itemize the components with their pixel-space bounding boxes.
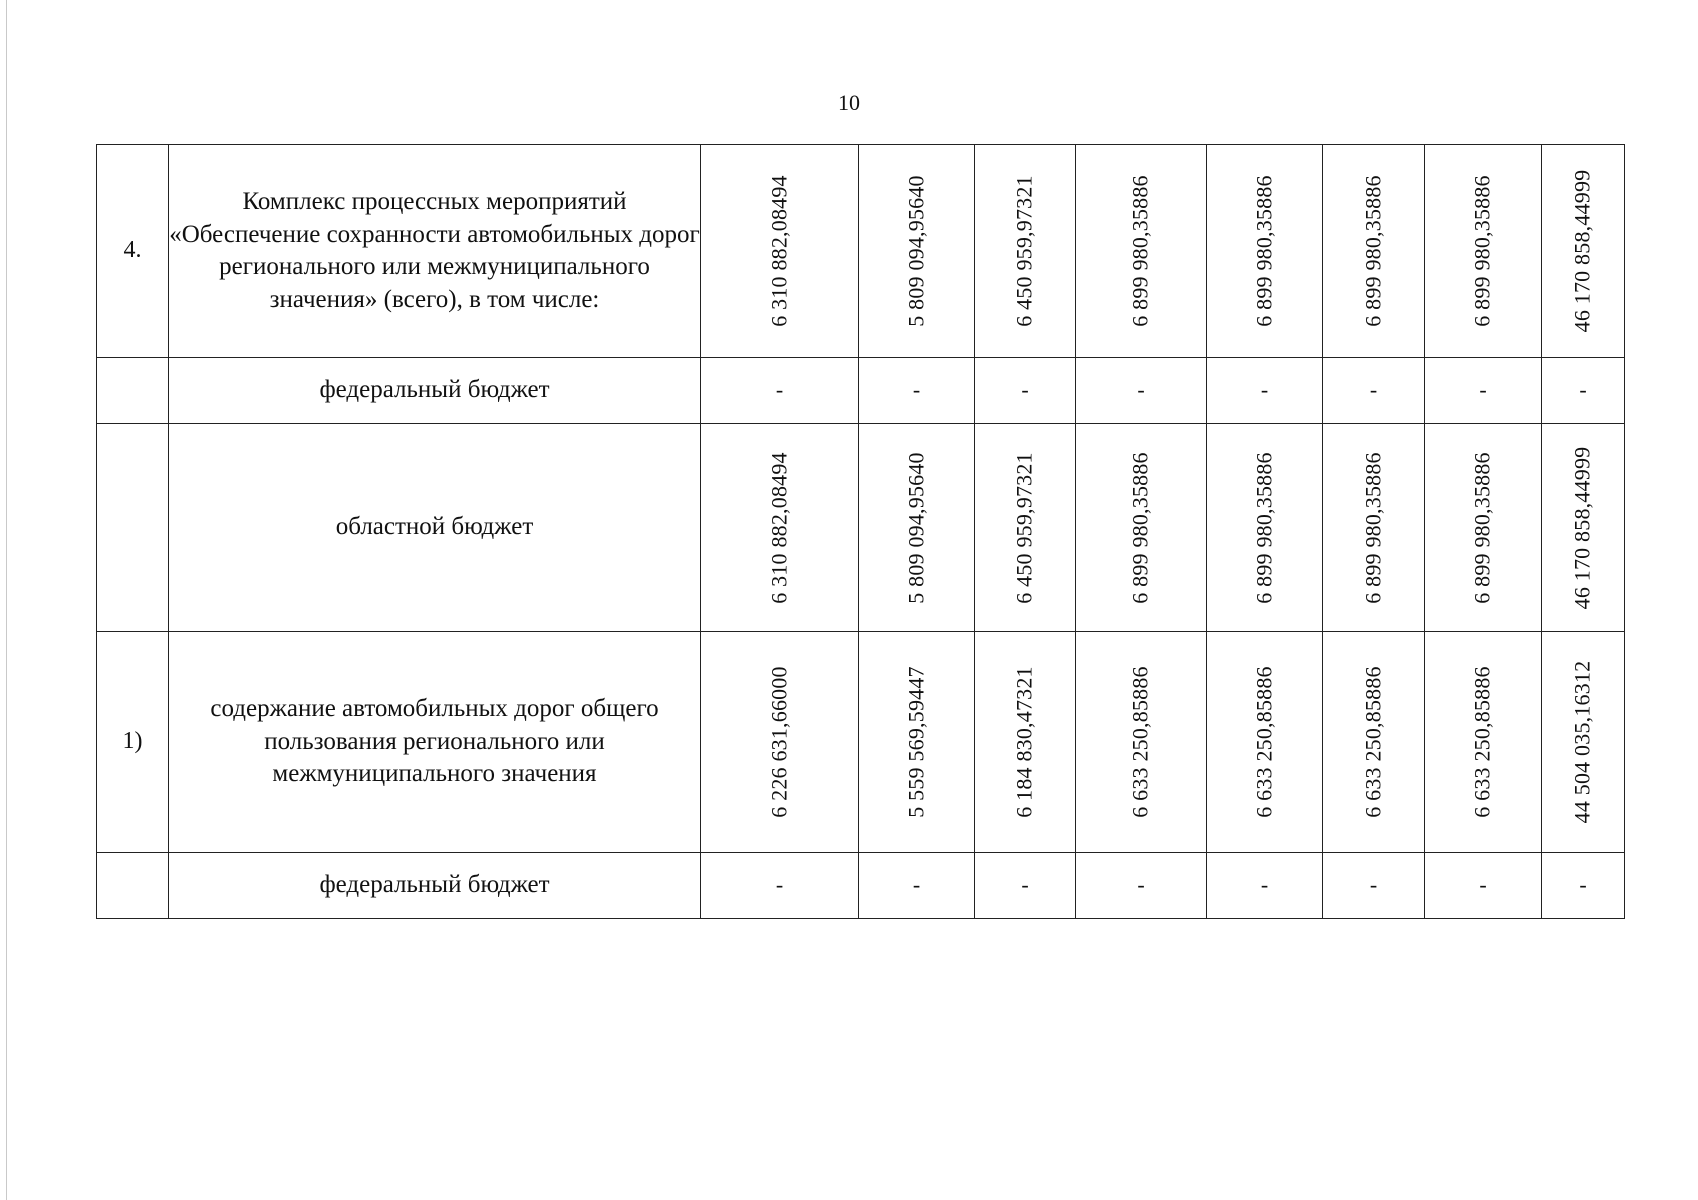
value-cell (1076, 853, 1207, 919)
table-row (97, 358, 1625, 424)
value: - (1479, 377, 1487, 403)
value: - (775, 377, 784, 403)
value: 44 504 035,16312 (1569, 660, 1595, 824)
value: 6 899 980,35886 (1251, 451, 1277, 604)
value: - (1137, 872, 1145, 898)
value: 6 633 250,85886 (1360, 666, 1386, 818)
value: 6 226 631,66000 (766, 666, 792, 818)
value-cell (701, 853, 859, 919)
value-cell (1207, 632, 1323, 853)
value-cell (1542, 145, 1625, 358)
value: - (1579, 377, 1587, 403)
value: 6 899 980,35886 (1360, 175, 1386, 327)
value: - (1479, 872, 1487, 898)
value-cell (701, 145, 859, 358)
value-cell (1425, 632, 1542, 853)
row-name: федеральный бюджет (169, 853, 701, 919)
value: 6 899 980,35886 (1251, 175, 1277, 327)
table-row (97, 145, 1625, 358)
value-cell (859, 853, 975, 919)
value: 6 899 980,35886 (1127, 451, 1153, 604)
value: 6 899 980,35886 (1127, 175, 1153, 327)
table-row (97, 424, 1625, 632)
value: 46 170 858,44999 (1569, 446, 1595, 609)
value-cell (701, 358, 859, 424)
table-row (97, 632, 1625, 853)
value-cell (1542, 632, 1625, 853)
value-cell (1425, 853, 1542, 919)
value-cell (1425, 424, 1542, 632)
row-name: содержание автомобильных дорог общего пользования регионального или межмуниципального значения (169, 632, 701, 853)
value-cell (1076, 145, 1207, 358)
value: - (1260, 377, 1269, 403)
value: - (1369, 872, 1378, 898)
budget-table (96, 144, 1625, 919)
value: 5 809 094,95640 (903, 451, 929, 604)
value-cell (1542, 853, 1625, 919)
value-cell (701, 632, 859, 853)
value-cell (1207, 853, 1323, 919)
value-cell (701, 424, 859, 632)
value: 5 809 094,95640 (903, 175, 929, 327)
value: 6 450 959,97321 (1011, 175, 1037, 327)
value: 6 310 882,08494 (766, 175, 792, 327)
value-cell (975, 632, 1076, 853)
row-number (97, 424, 169, 632)
value-cell (975, 853, 1076, 919)
value: - (1260, 872, 1269, 898)
value-cell (859, 424, 975, 632)
value-cell (1425, 145, 1542, 358)
row-name: Комплекс процессных мероприятий «Обеспечение сохранности автомобильных дорог регионального или межмуниципального значения» (всего), в том числе: (169, 145, 701, 358)
value-cell (1207, 358, 1323, 424)
row-number (97, 358, 169, 424)
value-cell (1323, 853, 1425, 919)
value: 6 184 830,47321 (1011, 666, 1037, 818)
value-cell (1076, 424, 1207, 632)
value-cell (1323, 145, 1425, 358)
row-name: областной бюджет (169, 424, 701, 632)
row-name: федеральный бюджет (169, 358, 701, 424)
row-number: 4. (97, 145, 169, 358)
value: 6 633 250,85886 (1469, 666, 1495, 818)
value: 5 559 569,59447 (903, 666, 929, 818)
value-cell (859, 632, 975, 853)
value: 46 170 858,44999 (1569, 169, 1595, 333)
value: 6 899 980,35886 (1360, 451, 1386, 604)
value: 6 899 980,35886 (1469, 175, 1495, 327)
value: - (1021, 872, 1029, 898)
value: 6 450 959,97321 (1011, 451, 1037, 604)
value-cell (1542, 424, 1625, 632)
value: - (912, 872, 921, 898)
scan-edge-line (6, 0, 7, 1200)
value: - (1579, 872, 1587, 898)
value-cell (1076, 358, 1207, 424)
value: - (775, 872, 784, 898)
value: - (1369, 377, 1378, 403)
value: - (1137, 377, 1145, 403)
value-cell (1323, 358, 1425, 424)
value-cell (975, 358, 1076, 424)
value: 6 310 882,08494 (766, 451, 792, 604)
row-number: 1) (97, 632, 169, 853)
value: - (1021, 377, 1029, 403)
value-cell (1076, 632, 1207, 853)
table-row (97, 853, 1625, 919)
value: 6 633 250,85886 (1127, 666, 1153, 818)
value-cell (859, 145, 975, 358)
row-number (97, 853, 169, 919)
value: 6 633 250,85886 (1251, 666, 1277, 818)
value: 6 899 980,35886 (1469, 451, 1495, 604)
value-cell (1542, 358, 1625, 424)
page-number: 10 (838, 90, 860, 115)
value-cell (1425, 358, 1542, 424)
value-cell (1323, 632, 1425, 853)
value-cell (975, 424, 1076, 632)
value-cell (975, 145, 1076, 358)
value-cell (859, 358, 975, 424)
value-cell (1207, 424, 1323, 632)
value-cell (1207, 145, 1323, 358)
value-cell (1323, 424, 1425, 632)
value: - (912, 377, 921, 403)
